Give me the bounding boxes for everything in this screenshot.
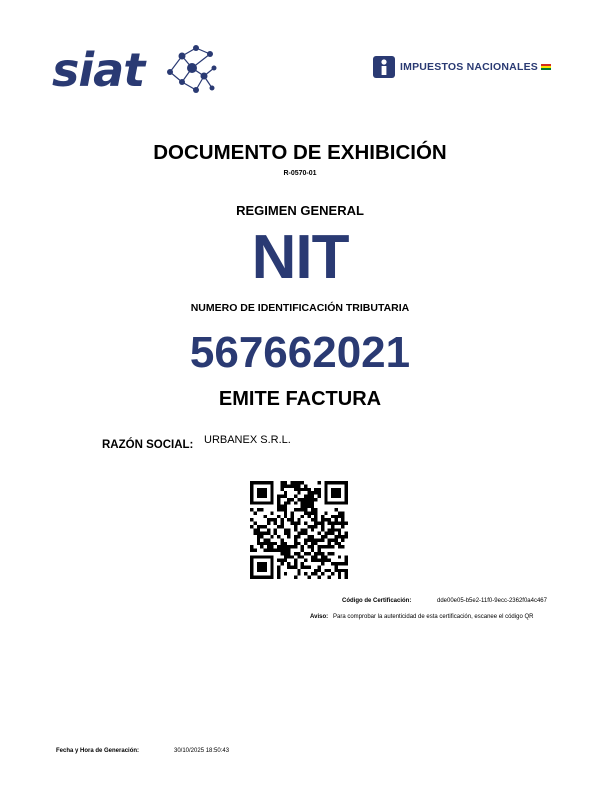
siat-logo-text: siat [52,43,145,97]
notice-label: Aviso: [310,614,329,620]
razon-social-value: URBANEX S.R.L. [204,434,291,446]
agency-emblem-icon [373,56,395,78]
qr-code [250,481,348,579]
emite-factura-label: EMITE FACTURA [218,388,382,410]
impuestos-nacionales-logo [373,54,563,80]
document-title: DOCUMENTO DE EXHIBICIÓN [153,141,447,164]
siat-logo [52,42,212,100]
certification-code-label: Código de Certificación: [342,598,412,604]
network-icon [164,42,218,98]
generation-date-value: 30/10/2025 18:50:43 [174,748,230,754]
bolivia-flag-icon [541,64,551,71]
generation-date-label: Fecha y Hora de Generación: [56,748,140,754]
certification-code-value: dde00e05-b5e2-11f0-9ecc-2362f0a4c467 [437,598,547,604]
document-code: R-0570-01 [283,170,317,177]
notice-text: Para comprobar la autenticidad de esta certificación, escanee el código QR [333,614,534,620]
regime-label: REGIMEN GENERAL [236,203,364,218]
nit-number: 567662021 [189,328,411,377]
nit-description: NUMERO DE IDENTIFICACIÓN TRIBUTARIA [190,302,410,314]
razon-social-label: RAZÓN SOCIAL: [102,439,194,451]
agency-name: IMPUESTOS NACIONALES [400,61,538,73]
nit-heading: NIT [251,223,349,292]
